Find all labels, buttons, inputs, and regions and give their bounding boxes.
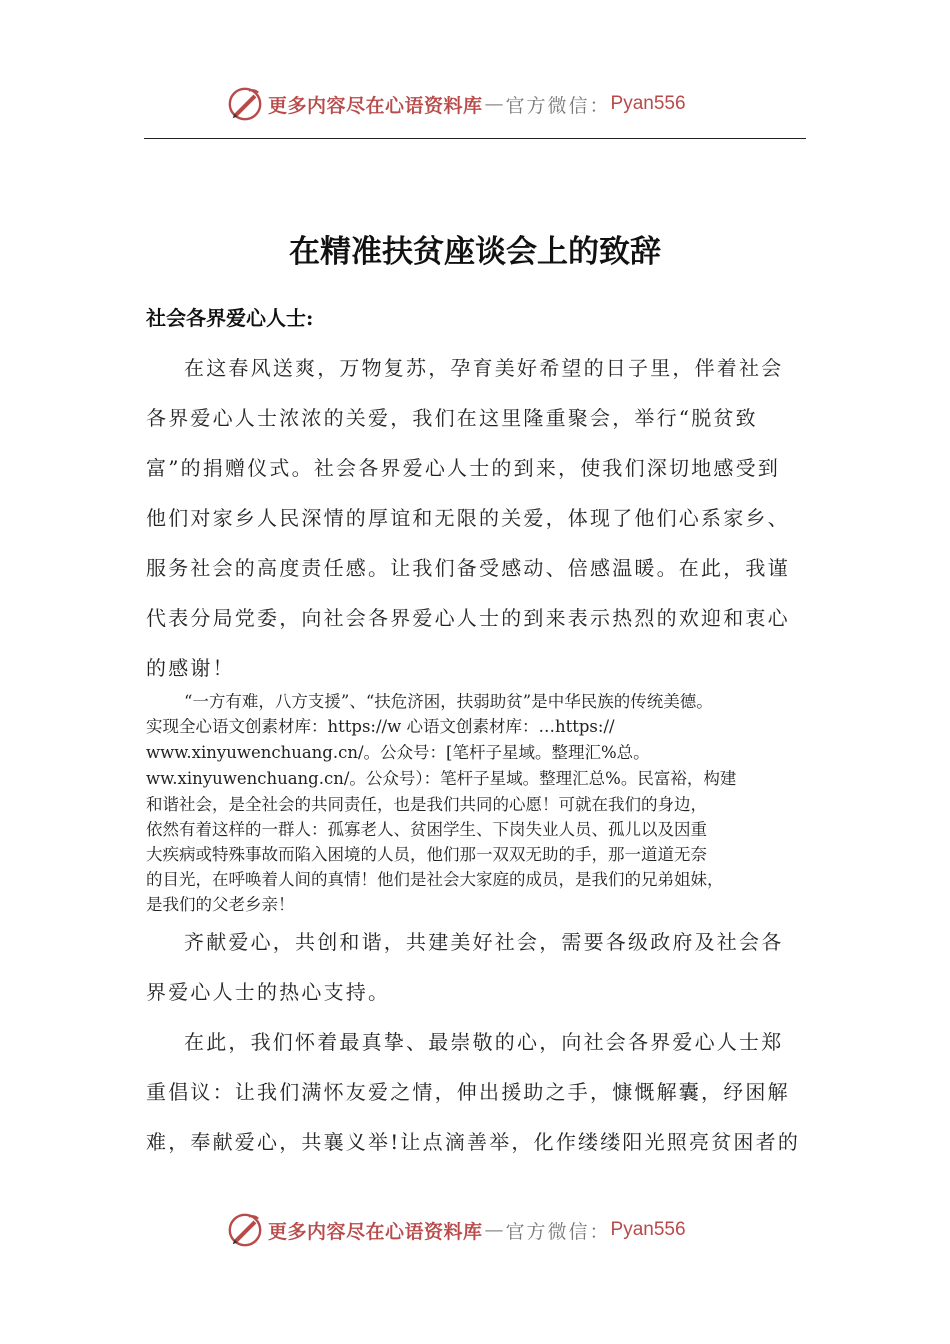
paragraph-line: www.xinyuwenchuang.cn/。公众号：[笔杆子星域。整理汇%总。 (146, 743, 650, 762)
banner-wechat-id: Pyan556 (610, 93, 686, 114)
paragraph-line: 富”的捐赠仪式。社会各界爱心人士的到来，使我们深切地感受到 (146, 456, 781, 480)
pen-logo-icon (226, 85, 264, 123)
banner-site-text: 更多内容尽在心语资料库 (268, 94, 483, 117)
paragraph-line: 在此，我们怀着最真挚、最崇敬的心，向社会各界爱心人士郑 (184, 1030, 784, 1054)
salutation: 社会各界爱心人士: (146, 306, 314, 330)
pen-logo-icon (226, 1211, 264, 1249)
paragraph-line: 是我们的父老乡亲！ (146, 895, 295, 914)
paragraph-line: 的目光，在呼唤着人间的真情！他们是社会大家庭的成员，是我们的兄弟姐妹， (146, 870, 724, 889)
paragraph-line: 在这春风送爽，万物复苏，孕育美好希望的日子里，伴着社会 (184, 356, 784, 380)
paragraph-line: “一方有难，八方支援”、“扶危济困，扶弱助贫”是中华民族的传统美德。 (184, 692, 713, 711)
paragraph-line: 服务社会的高度责任感。让我们备受感动、倍感温暖。在此，我谨 (146, 556, 790, 580)
banner-site-text: 更多内容尽在心语资料库 (268, 1220, 483, 1243)
paragraph-line: 和谐社会，是全社会的共同责任，也是我们共同的心愿！可就在我们的身边， (146, 795, 707, 814)
paragraph-line: 大疾病或特殊事故而陷入困境的人员，他们那一双双无助的手，那一道道无奈 (146, 845, 707, 864)
paragraph-line: 依然有着这样的一群人：孤寡老人、贫困学生、下岗失业人员、孤儿以及因重 (146, 820, 707, 839)
banner-official-label: 官方微信： (505, 1220, 611, 1243)
header-divider (144, 138, 806, 139)
paragraph-line: 的感谢！ (146, 656, 235, 680)
banner-separator: — (484, 93, 504, 115)
banner-official-label: 官方微信： (505, 94, 611, 117)
footer-banner (226, 1208, 726, 1252)
page-title: 在精准扶贫座谈会上的致辞 (289, 234, 661, 270)
header-banner (226, 82, 726, 126)
paragraph-line: 他们对家乡人民深情的厚谊和无限的关爱，体现了他们心系家乡、 (146, 506, 790, 530)
paragraph-line: 齐献爱心，共创和谐，共建美好社会，需要各级政府及社会各 (184, 930, 784, 954)
paragraph-line: 代表分局党委，向社会各界爱心人士的到来表示热烈的欢迎和衷心 (146, 606, 790, 630)
paragraph-line: 实现全心语文创素材库：https://w 心语文创素材库：…https:// (146, 717, 615, 736)
paragraph-line: ww.xinyuwenchuang.cn/。公众号）：笔杆子星域。整理汇总%。民富裕，构建 (146, 769, 737, 788)
paragraph-line: 各界爱心人士浓浓的关爱，我们在这里隆重聚会，举行“脱贫致 (146, 406, 758, 430)
paragraph-line: 界爱心人士的热心支持。 (146, 980, 391, 1004)
banner-separator: — (484, 1219, 504, 1241)
paragraph-line: 难，奉献爱心，共襄义举!让点滴善举，化作缕缕阳光照亮贫困者的 (146, 1130, 801, 1154)
banner-wechat-id: Pyan556 (610, 1219, 686, 1240)
paragraph-line: 重倡议：让我们满怀友爱之情，伸出援助之手，慷慨解囊，纾困解 (146, 1080, 790, 1104)
